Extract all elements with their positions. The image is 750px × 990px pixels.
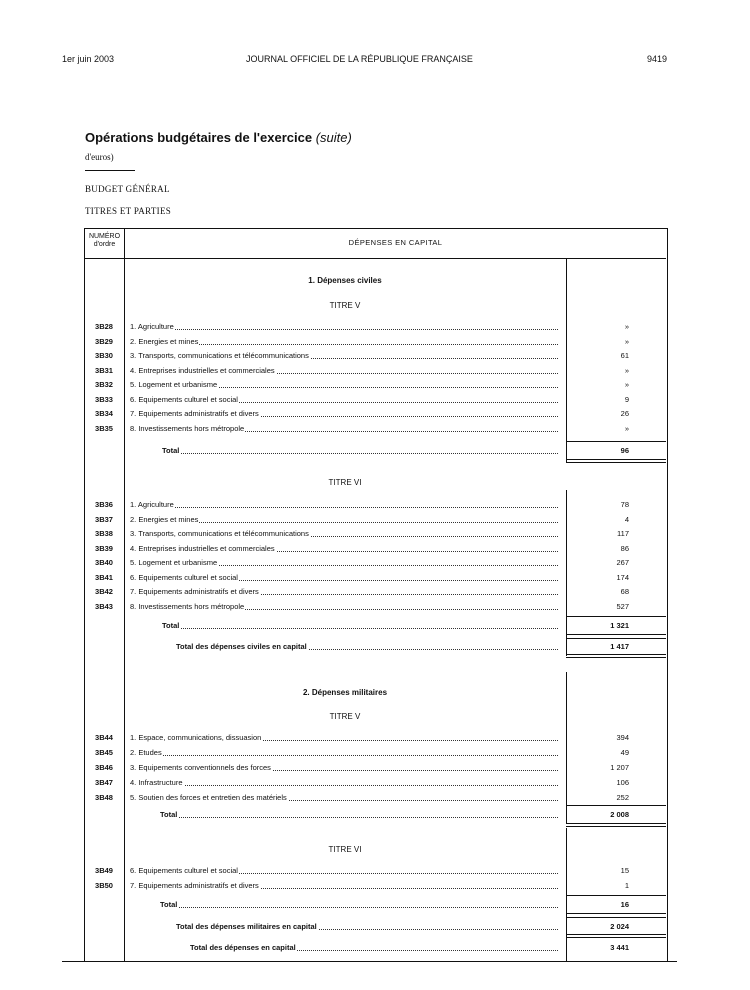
section-heading: 1. Dépenses civiles — [308, 276, 382, 285]
total-titre-vi-civil-value: 1 321 — [610, 621, 629, 630]
row-code: 3B37 — [95, 514, 113, 524]
col-header-depenses: DÉPENSES EN CAPITAL — [348, 238, 443, 247]
row-value: 117 — [617, 529, 629, 538]
row-label: 1. Agriculture — [130, 500, 174, 509]
row-label: 2. Energies et mines — [130, 336, 199, 346]
row-code: 3B36 — [95, 500, 113, 509]
row-label: 4. Infrastructure — [130, 778, 183, 787]
titre-heading: TITRE V — [329, 712, 361, 721]
row-code: 3B46 — [95, 763, 113, 772]
dot-leader — [162, 817, 558, 818]
row-code: 3B45 — [95, 748, 113, 757]
total-capital-label: Total des dépenses en capital — [190, 943, 296, 952]
row-value: 106 — [616, 778, 629, 787]
row-code: 3B38 — [95, 529, 113, 538]
row-label: 7. Equipements administratifs et divers — [130, 881, 259, 890]
total-rule — [566, 895, 666, 896]
total-titre-vi-civil-label: Total — [162, 621, 180, 630]
total-rule — [566, 917, 666, 918]
row-code: 3B48 — [95, 793, 113, 802]
row-code: 3B29 — [95, 336, 113, 346]
row-code: 3B40 — [95, 558, 113, 567]
row-value: 49 — [620, 748, 629, 757]
total-titre-v-civil-label: Total — [162, 446, 180, 455]
unit-note: d'euros) — [85, 152, 114, 162]
row-code: 3B44 — [95, 733, 113, 742]
row-value: 252 — [616, 793, 629, 802]
titre-heading: TITRE VI — [328, 845, 362, 854]
row-value: » — [624, 423, 629, 433]
col-header-numero: NUMÉRO d'ordre — [88, 233, 121, 248]
row-value: 61 — [620, 351, 629, 360]
titre-heading: TITRE V — [329, 301, 361, 310]
row-value: 1 — [624, 881, 629, 890]
unit-underline — [85, 170, 135, 171]
row-label: 7. Equipements administratifs et divers — [130, 587, 259, 596]
row-label: 3. Transports, communications et télécommunications — [130, 529, 309, 538]
row-value: 86 — [620, 543, 629, 553]
row-label: 1. Agriculture — [130, 322, 174, 331]
total-militaire-label: Total des dépenses militaires en capital — [176, 922, 317, 931]
total-rule — [566, 616, 666, 617]
titre-heading: TITRE VI — [328, 478, 362, 487]
row-value: 174 — [616, 572, 629, 582]
total-rule — [566, 657, 666, 658]
total-titre-vi-militaire-label: Total — [160, 900, 178, 909]
section-heading: 2. Dépenses militaires — [302, 688, 388, 697]
row-value: 1 207 — [610, 763, 629, 772]
row-label: 6. Equipements culturel et social — [130, 394, 238, 404]
row-value: 394 — [616, 733, 629, 742]
total-rule — [566, 823, 666, 824]
row-code: 3B30 — [95, 351, 113, 360]
row-value: 527 — [616, 601, 629, 611]
row-label: 4. Entreprises industrielles et commerciales — [130, 543, 275, 553]
row-value: 78 — [620, 500, 629, 509]
row-code: 3B50 — [95, 881, 113, 890]
total-rule — [566, 634, 666, 635]
dot-leader — [132, 755, 558, 756]
total-rule — [566, 937, 666, 938]
total-titre-v-militaire-label: Total — [160, 810, 178, 819]
row-value: 15 — [620, 866, 629, 875]
row-value: » — [624, 322, 629, 331]
row-label: 7. Equipements administratifs et divers — [130, 409, 259, 418]
row-code: 3B33 — [95, 394, 113, 404]
row-value: 267 — [616, 558, 629, 567]
row-value: 4 — [624, 514, 629, 524]
header-date: 1er juin 2003 — [62, 54, 115, 64]
total-civil-value: 1 417 — [610, 642, 629, 651]
value-col-rule — [566, 258, 567, 463]
row-label: 5. Logement et urbanisme — [130, 380, 218, 389]
title-main: Opérations budgétaires de l'exercice — [85, 130, 313, 145]
dot-leader — [164, 453, 558, 454]
row-label: 8. Investissements hors métropole — [130, 423, 245, 433]
row-label: 5. Soutien des forces et entretien des matériels — [130, 793, 287, 802]
budget-subtitle: BUDGET GÉNÉRAL — [85, 184, 170, 194]
value-col-rule — [566, 490, 567, 656]
header-journal: JOURNAL OFFICIEL DE LA RÉPUBLIQUE FRANÇAISE — [246, 54, 473, 64]
row-label: 5. Logement et urbanisme — [130, 558, 218, 567]
row-code: 3B47 — [95, 778, 113, 787]
dot-leader — [132, 329, 558, 330]
row-label: 3. Transports, communications et télécommunications — [130, 351, 309, 360]
row-code: 3B49 — [95, 866, 113, 875]
dot-leader — [162, 907, 558, 908]
row-value: 26 — [620, 409, 629, 418]
row-label: 3. Equipements conventionnels des forces — [130, 763, 271, 772]
titres-subtitle: TITRES ET PARTIES — [85, 206, 172, 216]
title-suffix: (suite) — [315, 130, 352, 145]
total-titre-vi-militaire-value: 16 — [620, 900, 629, 909]
row-label: 1. Espace, communications, dissuasion — [130, 733, 262, 742]
value-col-rule — [566, 672, 567, 824]
row-value: 9 — [624, 394, 629, 404]
row-code: 3B28 — [95, 322, 113, 331]
table-header-rule — [84, 258, 666, 259]
row-code: 3B31 — [95, 365, 113, 375]
total-rule — [566, 441, 666, 442]
row-code: 3B35 — [95, 423, 113, 433]
total-rule — [566, 459, 666, 460]
row-code: 3B32 — [95, 380, 113, 389]
total-militaire-value: 2 024 — [610, 922, 629, 931]
row-value: » — [624, 365, 629, 375]
row-label: 6. Equipements culturel et social — [130, 572, 238, 582]
row-code: 3B34 — [95, 409, 113, 418]
dot-leader — [132, 785, 558, 786]
total-rule — [566, 654, 666, 655]
total-titre-v-civil-value: 96 — [620, 446, 629, 455]
row-label: 6. Equipements culturel et social — [130, 866, 238, 875]
total-rule — [566, 638, 666, 639]
total-rule — [566, 462, 666, 463]
page-bottom-rule — [62, 961, 677, 962]
total-capital-value: 3 441 — [610, 943, 629, 952]
row-code: 3B39 — [95, 543, 113, 553]
row-label: 2. Energies et mines — [130, 514, 199, 524]
row-label: 4. Entreprises industrielles et commerciales — [130, 365, 275, 375]
total-rule — [566, 805, 666, 806]
row-code: 3B41 — [95, 572, 113, 582]
total-titre-v-militaire-value: 2 008 — [610, 810, 629, 819]
dot-leader — [132, 507, 558, 508]
header-page-number: 9419 — [647, 54, 668, 64]
row-code: 3B42 — [95, 587, 113, 596]
row-value: » — [624, 380, 629, 389]
row-value: 68 — [620, 587, 629, 596]
total-rule — [566, 934, 666, 935]
total-rule — [566, 913, 666, 914]
row-code: 3B43 — [95, 601, 113, 611]
row-value: » — [624, 336, 629, 346]
row-label: 8. Investissements hors métropole — [130, 601, 245, 611]
dot-leader — [164, 628, 558, 629]
total-civil-label: Total des dépenses civiles en capital — [176, 642, 307, 651]
row-label: 2. Etudes — [130, 748, 162, 757]
page-title — [85, 130, 352, 145]
total-rule — [566, 826, 666, 827]
